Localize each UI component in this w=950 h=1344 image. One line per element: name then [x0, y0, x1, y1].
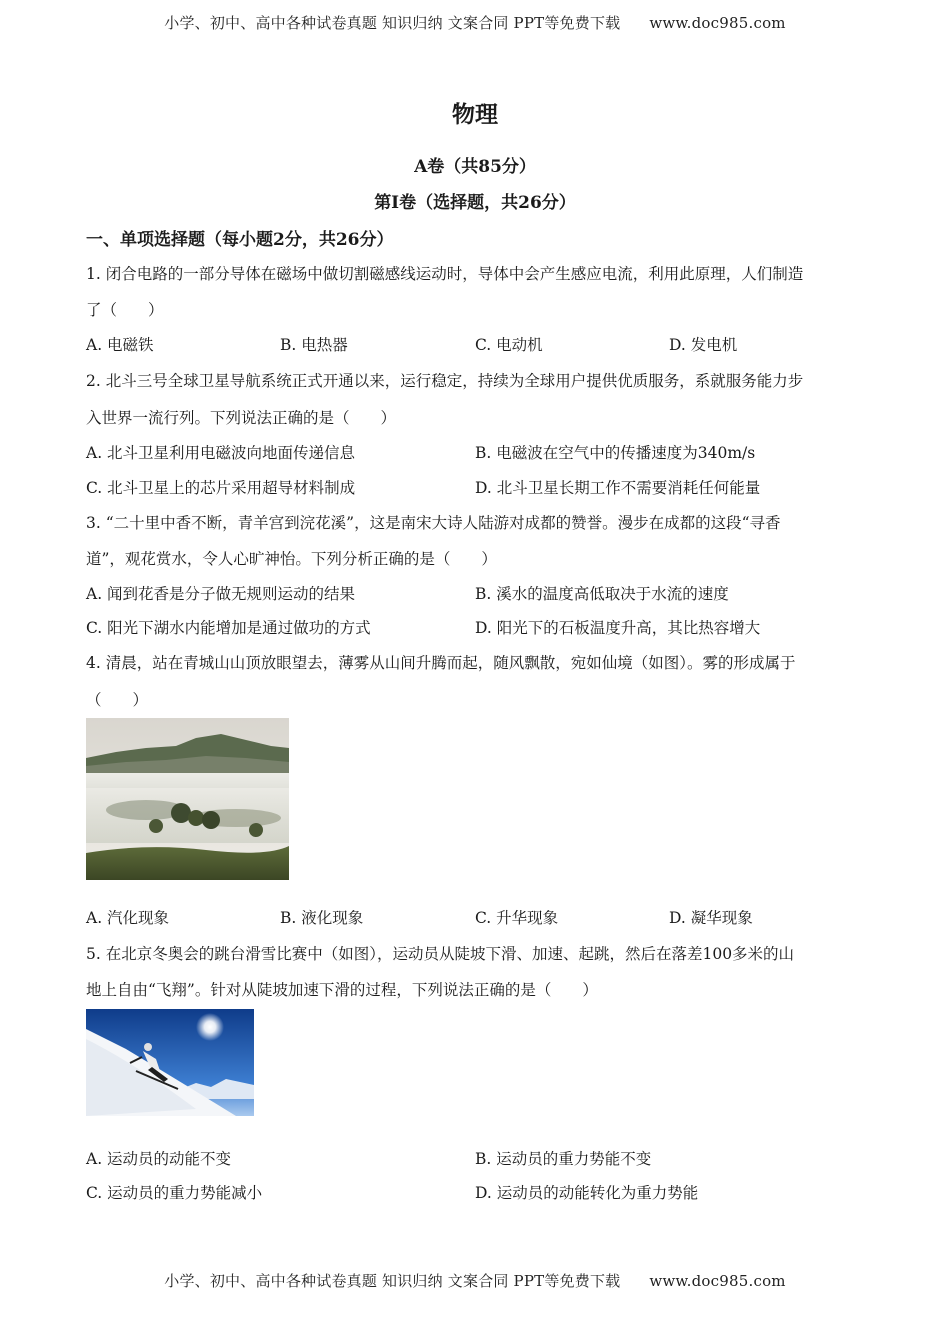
part-a-heading: A卷（共85分）	[414, 157, 536, 177]
q2-option-d: D. 北斗卫星长期工作不需要消耗任何能量	[475, 479, 761, 497]
q5-stem-line2: 地上自由“飞翔”。针对从陡坡加速下滑的过程，下列说法正确的是（ ）	[86, 981, 598, 999]
q2-option-c: C. 北斗卫星上的芯片采用超导材料制成	[86, 479, 356, 497]
page-header	[0, 12, 950, 33]
q2-option-a: A. 北斗卫星利用电磁波向地面传递信息	[86, 444, 356, 462]
fog-landscape-illustration	[86, 718, 289, 880]
footer-site[interactable]: www.doc985.com	[649, 1272, 786, 1290]
q2-option-b: B. 电磁波在空气中的传播速度为340m/s	[475, 444, 756, 462]
q3-option-b: B. 溪水的温度高低取决于水流的速度	[475, 585, 729, 603]
q2-stem-line2: 入世界一流行列。下列说法正确的是（ ）	[86, 409, 397, 427]
q4-option-b: B. 液化现象	[280, 909, 364, 927]
ski-slope-illustration	[86, 1009, 254, 1116]
header-site[interactable]: www.doc985.com	[649, 14, 786, 32]
q4-stem-line2: （ ）	[86, 691, 149, 709]
page-title: 物理	[452, 101, 498, 128]
q4-stem-line1: 4. 清晨，站在青城山山顶放眼望去，薄雾从山间升腾而起，随风飘散，宛如仙境（如图）。雾的形成属于	[86, 654, 796, 672]
q4-option-d: D. 凝华现象	[669, 909, 753, 927]
ski-jumper-photo	[86, 1009, 254, 1116]
q1-stem-line1: 1. 闭合电路的一部分导体在磁场中做切割磁感线运动时，导体中会产生感应电流，利用此原理，人们制造	[86, 265, 804, 283]
header-text: 小学、初中、高中各种试卷真题 知识归纳 文案合同 PPT等免费下载	[164, 14, 621, 32]
q4-option-a: A. 汽化现象	[86, 909, 170, 927]
q5-option-b: B. 运动员的重力势能不变	[475, 1150, 652, 1168]
q3-stem-line1: 3. “二十里中香不断，青羊宫到浣花溪”，这是南宋大诗人陆游对成都的赞誉。漫步在成都的这段“寻香	[86, 514, 781, 532]
q1-option-b: B. 电热器	[280, 336, 348, 354]
fog-mountain-photo	[86, 718, 289, 880]
q1-option-c: C. 电动机	[475, 336, 543, 354]
q5-option-d: D. 运动员的动能转化为重力势能	[475, 1184, 699, 1202]
q1-option-a: A. 电磁铁	[86, 336, 154, 354]
q3-option-c: C. 阳光下湖水内能增加是通过做功的方式	[86, 619, 371, 637]
footer-text: 小学、初中、高中各种试卷真题 知识归纳 文案合同 PPT等免费下载	[164, 1272, 621, 1290]
q3-option-a: A. 闻到花香是分子做无规则运动的结果	[86, 585, 356, 603]
q3-stem-line2: 道”，观花赏水，令人心旷神怡。下列分析正确的是（ ）	[86, 550, 497, 568]
q4-option-c: C. 升华现象	[475, 909, 559, 927]
q5-option-c: C. 运动员的重力势能减小	[86, 1184, 263, 1202]
section-heading: 一、单项选择题（每小题2分，共26分）	[86, 230, 394, 250]
q2-stem-line1: 2. 北斗三号全球卫星导航系统正式开通以来，运行稳定，持续为全球用户提供优质服务，系就服务能力步	[86, 372, 804, 390]
q3-option-d: D. 阳光下的石板温度升高，其比热容增大	[475, 619, 761, 637]
page-footer	[0, 1270, 950, 1291]
q1-stem-line2: 了（ ）	[86, 301, 164, 319]
q5-option-a: A. 运动员的动能不变	[86, 1150, 232, 1168]
part-1-heading: 第Ⅰ卷（选择题，共26分）	[374, 193, 576, 213]
q5-stem-line1: 5. 在北京冬奥会的跳台滑雪比赛中（如图），运动员从陡坡下滑、加速、起跳，然后在落差100多米的山	[86, 945, 795, 963]
q1-option-d: D. 发电机	[669, 336, 738, 354]
